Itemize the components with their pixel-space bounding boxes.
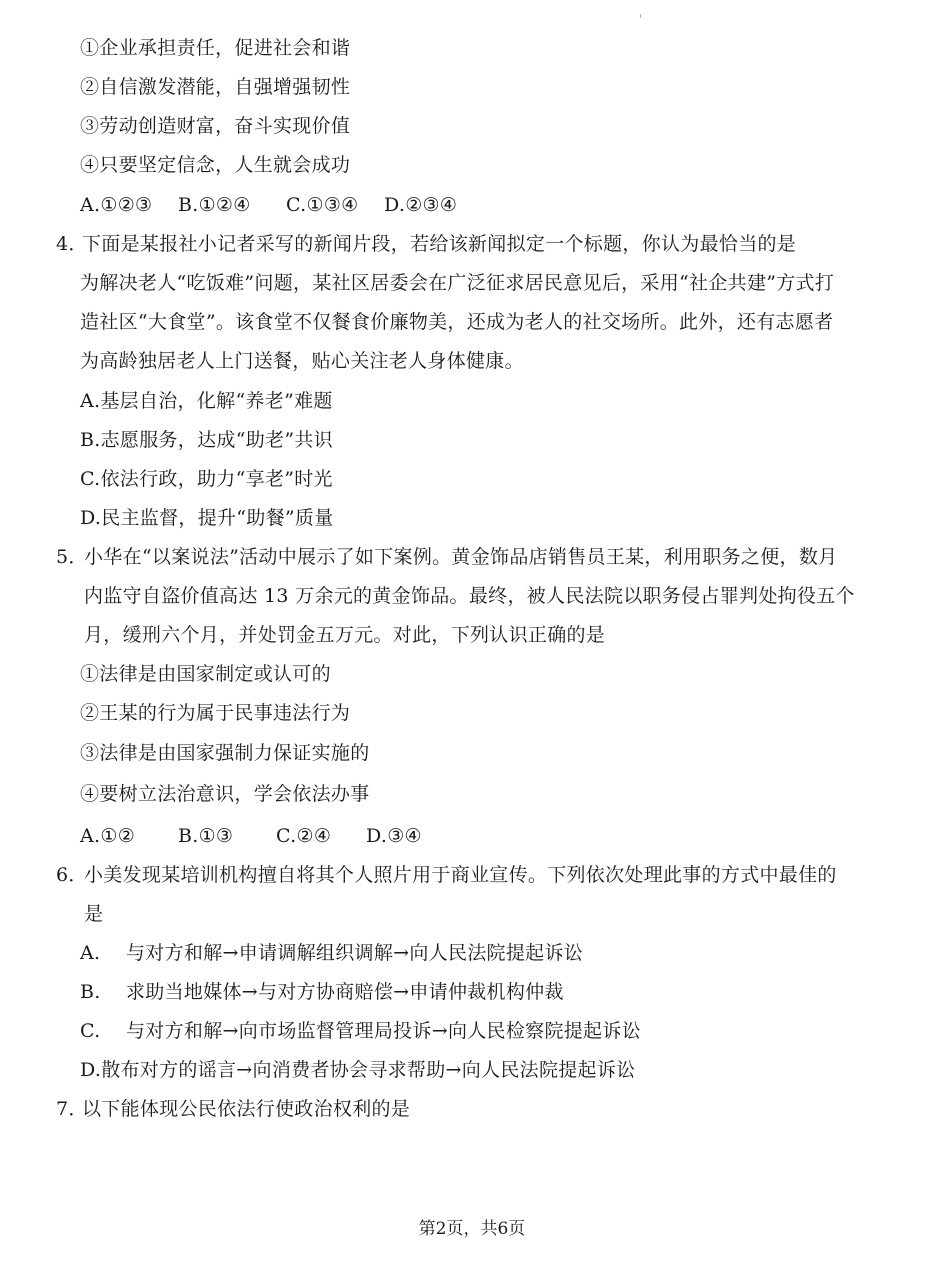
q3-option-b: B.①②④ — [178, 194, 251, 216]
q5-option-b: B.①③ — [178, 825, 234, 847]
q5-option-d: D.③④ — [366, 825, 422, 847]
q4-stem-line — [56, 232, 796, 256]
q5-stem-1: 小华在“以案说法”活动中展示了如下案例。黄金饰品店销售员王某，利用职务之便，数月 — [84, 546, 838, 568]
q4-passage-line-3: 为高龄独居老人上门送餐，贴心关注老人身体健康。 — [80, 350, 524, 372]
q5-stem-line-2: 内监守自盗价值高达 13 万余元的黄金饰品。最终，被人民法院以职务侵占罪判处拘役五个 — [84, 585, 855, 607]
q6-option-d-text: 散布对方的谣言→向消费者协会寻求帮助→向人民法院提起诉讼 — [101, 1059, 636, 1081]
q6-option-b — [80, 980, 564, 1004]
q5-stem-line-3: 月，缓刑六个月，并处罚金五万元。对此，下列认识正确的是 — [84, 624, 606, 646]
q6-option-b-text: 求助当地媒体→与对方协商赔偿→申请仲裁机构仲裁 — [126, 981, 564, 1003]
q7-stem: 以下能体现公民依法行使政治权利的是 — [82, 1098, 411, 1120]
q3-option-c: C.①③④ — [286, 194, 359, 216]
q7-number: 7． — [56, 1098, 88, 1120]
q5-choice-2: ②王某的行为属于民事违法行为 — [80, 702, 351, 724]
q6-option-a-letter: A. — [80, 942, 101, 964]
q6-option-d — [80, 1058, 635, 1082]
q6-option-c-letter: C. — [80, 1020, 101, 1042]
q6-stem-line-2: 是 — [84, 903, 104, 925]
q3-option-d: D.②③④ — [384, 194, 458, 216]
q3-choice-4: ④只要坚定信念，人生就会成功 — [80, 154, 351, 176]
q3-options — [80, 193, 457, 217]
q6-option-d-letter: D. — [80, 1059, 102, 1081]
q6-stem-1: 小美发现某培训机构擅自将其个人照片用于商业宣传。下列依次处理此事的方式中最佳的 — [84, 864, 837, 886]
q4-stem: 下面是某报社小记者采写的新闻片段，若给该新闻拟定一个标题，你认为最恰当的是 — [82, 233, 797, 255]
q4-option-d: D.民主监督，提升“助餐”质量 — [80, 507, 334, 529]
q3-option-a: A.①②③ — [80, 194, 153, 216]
q5-option-c: C.②④ — [276, 825, 332, 847]
q3-choice-1: ①企业承担责任，促进社会和谐 — [80, 37, 351, 59]
q5-choice-4: ④要树立法治意识，学会依法办事 — [80, 783, 370, 805]
scan-speck — [640, 14, 641, 18]
q3-choice-2: ②自信激发潜能，自强增强韧性 — [80, 76, 351, 98]
q5-choice-3: ③法律是由国家强制力保证实施的 — [80, 742, 370, 764]
q6-stem-line-1 — [56, 863, 837, 887]
q6-option-b-letter: B. — [80, 981, 101, 1003]
q4-number: 4． — [56, 233, 88, 255]
q7-stem-line — [56, 1097, 410, 1121]
q4-passage-line-1: 为解决老人“吃饭难”问题，某社区居委会在广泛征求居民意见后，采用“社企共建”方式打 — [80, 272, 835, 294]
page-footer: 第2页，共6页 — [418, 1219, 526, 1239]
q6-option-c — [80, 1019, 641, 1043]
q3-choice-3: ③劳动创造财富，奋斗实现价值 — [80, 115, 351, 137]
q5-options — [80, 824, 422, 848]
q6-option-c-text: 与对方和解→向市场监督管理局投诉→向人民检察院提起诉讼 — [126, 1020, 641, 1042]
q4-option-b: B.志愿服务，达成“助老”共识 — [80, 429, 333, 451]
q6-option-a — [80, 941, 583, 965]
q5-stem-line-1 — [56, 545, 837, 569]
q6-number: 6． — [56, 864, 88, 886]
q4-option-c: C.依法行政，助力“享老”时光 — [80, 468, 333, 490]
q5-number: 5． — [56, 546, 88, 568]
q4-passage-line-2: 造社区“大食堂”。该食堂不仅餐食价廉物美，还成为老人的社交场所。此外，还有志愿者 — [80, 311, 834, 333]
q5-choice-1: ①法律是由国家制定或认可的 — [80, 663, 331, 685]
q4-option-a: A.基层自治，化解“养老”难题 — [80, 390, 333, 412]
q5-option-a: A.①② — [80, 825, 136, 847]
q6-option-a-text: 与对方和解→申请调解组织调解→向人民法院提起诉讼 — [126, 942, 584, 964]
